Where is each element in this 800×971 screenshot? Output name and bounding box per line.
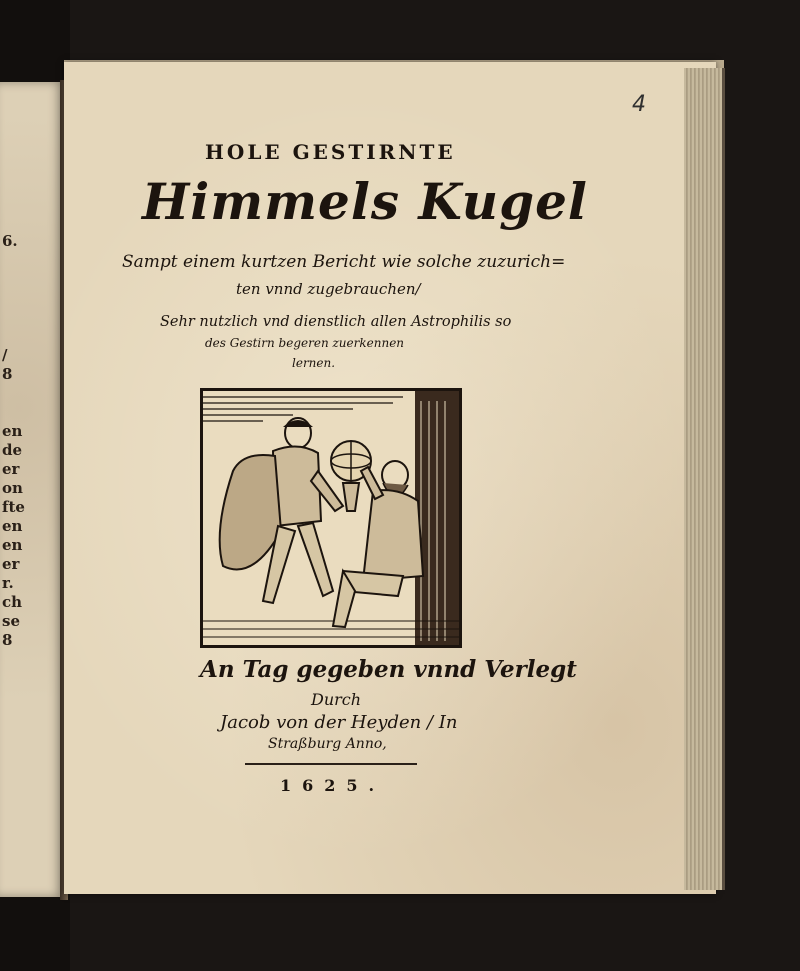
main-title: Himmels Kugel <box>142 172 588 231</box>
left-page-margin-text: 6. / 8 en de er on fte en en er r. ch se 8 <box>2 232 25 649</box>
woodcut-drawing <box>203 391 459 645</box>
publisher-durch: Durch <box>311 690 362 709</box>
left-page <box>0 82 64 897</box>
publication-year: 1625. <box>280 776 386 795</box>
subtitle-line-2: ten vnnd zugebrauchen/ <box>236 280 421 298</box>
woodcut-illustration <box>200 388 462 648</box>
title-line-1: HOLE GESTIRNTE <box>205 140 456 164</box>
horizontal-rule <box>245 763 417 765</box>
description-line-2: des Gestirn begeren zuerkennen <box>205 336 405 350</box>
description-line-1: Sehr nutzlich vnd dienstlich allen Astrophilis so <box>160 314 512 330</box>
page-stack-edges <box>684 68 725 890</box>
publisher-line: An Tag gegeben vnnd Verlegt <box>200 656 577 683</box>
publisher-name: Jacob von der Heyden / In <box>220 712 458 733</box>
description-line-3: lernen. <box>292 356 336 370</box>
folio-number: 4 <box>632 92 646 117</box>
publisher-place: Straßburg Anno, <box>268 736 387 752</box>
subtitle-line-1: Sampt einem kurtzen Bericht wie solche zuzurich= <box>122 252 566 272</box>
